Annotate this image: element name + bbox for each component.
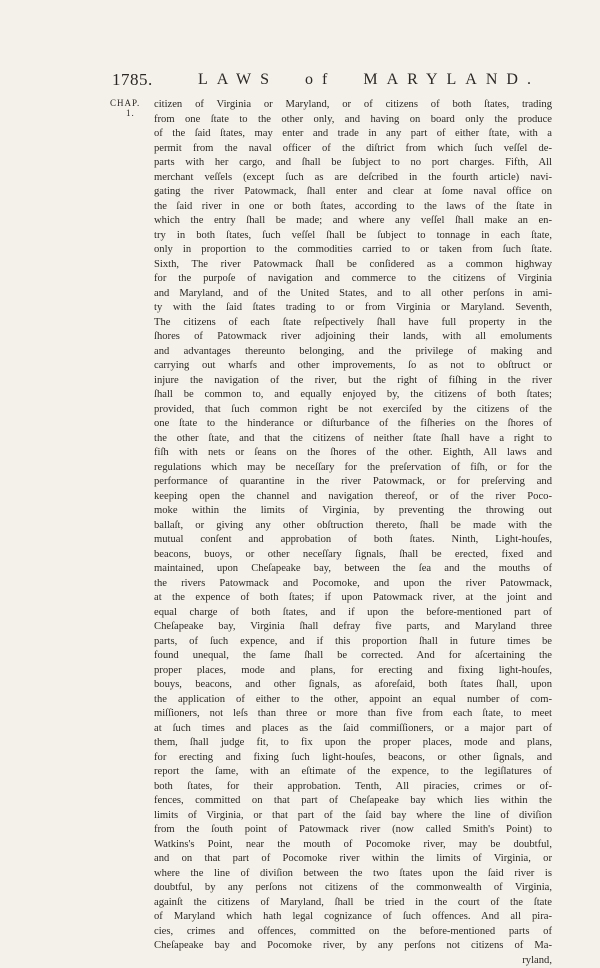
text-line: at ſuch times and places as the ſaid commiſſioners, or a major part of — [154, 722, 552, 737]
margin-chapter-label: CHAP. — [110, 98, 140, 108]
page-header — [112, 70, 552, 94]
text-line: Sixth, The river Patowmack ſhall be conſidered as a common highway — [154, 258, 552, 273]
text-line: fiſh with nets or ſeans on the ſhores of the other. Eighth, All laws and — [154, 446, 552, 461]
text-line: both ſtates, for their approbation. Tenth, All piracies, crimes or of- — [154, 780, 552, 795]
text-line: merchant veſſels (except ſuch as are deſcribed in the fourth article) navi- — [154, 171, 552, 186]
text-line: fences, committed on that part of Cheſapeake bay which lies within the — [154, 794, 552, 809]
text-line: miſſioners, not leſs than three or more than five from each ſtate, to meet — [154, 707, 552, 722]
text-line: the ſaid river in one or both ſtates, according to the laws of the ſtate in — [154, 200, 552, 215]
text-line: for the purpoſe of navigation and commerce to the citizens of Virginia — [154, 272, 552, 287]
text-line: from the ſouth point of Patowmack river (now called Smith's Point) to — [154, 823, 552, 838]
text-line: where the line of diviſion between the two ſtates upon the ſaid river is — [154, 867, 552, 882]
text-line: The citizens of each ſtate reſpectively ſhall have full property in the — [154, 316, 552, 331]
text-line: Cheſapeake bay and Pocomoke river, by any perſons not citizens of Ma- — [154, 939, 552, 954]
text-line: beacons, buoys, or other neceſſary ſignals, ſhall be erected, fixed and — [154, 548, 552, 563]
text-line: report the ſame, with an eſtimate of the expence, to the legiſlatures of — [154, 765, 552, 780]
text-line: provided, that ſuch common right be not exerciſed by the citizens of the — [154, 403, 552, 418]
margin-chapter-number: 1. — [110, 108, 140, 118]
text-line: from one ſtate to the other only, and having on board only the produce — [154, 113, 552, 128]
text-line: for erecting and fixing ſuch light-houſes, beacons, or other ſignals, and — [154, 751, 552, 766]
text-line: carrying out wharfs and other improvements, ſo as not to obſtruct or — [154, 359, 552, 374]
text-line: the rivers Patowmack and Pocomoke, and upon the river Patowmack, — [154, 577, 552, 592]
text-line: moke within the limits of Virginia, by preventing the throwing out — [154, 504, 552, 519]
text-line: found unequal, the ſame ſhall be corrected. And for aſcertaining the — [154, 649, 552, 664]
text-line: ty with the ſaid ſtates trading to or from Virginia or Maryland. Seventh, — [154, 301, 552, 316]
body-text — [154, 98, 552, 968]
text-line: proper places, mode and plans, for erecting and fixing light-houſes, — [154, 664, 552, 679]
text-line: ryland, — [154, 954, 552, 968]
text-line: gating the river Patowmack, ſhall enter and clear at ſome naval office on — [154, 185, 552, 200]
text-line: ballaſt, or giving any other obſtruction thereto, ſhall be made with the — [154, 519, 552, 534]
text-line: Watkins's Point, near the mouth of Pocomoke river, may be doubtful, — [154, 838, 552, 853]
page-year: 1785. — [112, 70, 153, 90]
text-line: parts, of ſuch expence, and if this proportion ſhall in future times be — [154, 635, 552, 650]
text-line: them, ſhall judge fit, to fix upon the proper places, mode and plans, — [154, 736, 552, 751]
text-line: mutual conſent and approbation of both ſtates. Ninth, Light-houſes, — [154, 533, 552, 548]
text-line: Cheſapeake bay, Virginia ſhall defray five parts, and Maryland three — [154, 620, 552, 635]
text-line: limits of Virginia, or that part of the ſaid bay where the line of diviſion — [154, 809, 552, 824]
text-line: the other ſtate, and that the citizens of neither ſtate ſhall have a right to — [154, 432, 552, 447]
text-line: parts with her cargo, and ſhall be ſubject to no port charges. Fifth, All — [154, 156, 552, 171]
text-line: permit from the naval officer of the diſtrict from which ſuch veſſel de- — [154, 142, 552, 157]
text-line: and on that part of Pocomoke river within the limits of Virginia, or — [154, 852, 552, 867]
text-line: and advantages thereunto belonging, and the privilege of making and — [154, 345, 552, 360]
text-line: of Maryland which hath legal cognizance of ſuch offences. And all pira- — [154, 910, 552, 925]
text-line: of the ſaid ſtates, may enter and trade in any part of either ſtate, with a — [154, 127, 552, 142]
text-line: equal charge of both ſtates, and if upon the before-mentioned part of — [154, 606, 552, 621]
text-line: one ſtate to the hinderance or diſturbance of the fiſheries on the ſhores of — [154, 417, 552, 432]
text-line: and Maryland, and of the United States, and to all other perſons in ami- — [154, 287, 552, 302]
text-line: which the entry ſhall be made; and where any veſſel ſhall make an en- — [154, 214, 552, 229]
text-line: bouys, beacons, and other ſignals, as aforeſaid, both ſtates ſhall, upon — [154, 678, 552, 693]
text-line: the application of either to the other, appoint an equal number of com- — [154, 693, 552, 708]
text-line: at the expence of both ſtates; if upon Patowmack river, at the joint and — [154, 591, 552, 606]
text-line: keeping open the channel and navigation thereof, or of the river Poco- — [154, 490, 552, 505]
text-line: regulations which may be neceſſary for the preſervation of fiſh, or for the — [154, 461, 552, 476]
text-line: citizen of Virginia or Maryland, or of citizens of both ſtates, trading — [154, 98, 552, 113]
text-line: performance of quarantine in the river Patowmack, or for preſerving and — [154, 475, 552, 490]
text-line: againſt the citizens of Maryland, ſhall be tried in the court of the ſtate — [154, 896, 552, 911]
margin-chapter-note — [110, 98, 140, 118]
text-line: ſhores of Patowmack river adjoining their lands, with all emoluments — [154, 330, 552, 345]
running-title: LAWS of MARYLAND. — [198, 71, 540, 89]
text-line: only in proportion to the commodities carried to or taken from ſuch ſtate. — [154, 243, 552, 258]
text-line: maintained, upon Cheſapeake bay, between the ſea and the mouths of — [154, 562, 552, 577]
text-line: doubtful, by any perſons not citizens of the commonwealth of Virginia, — [154, 881, 552, 896]
text-line: ſhall be common to, and equally enjoyed by, the citizens of both ſtates; — [154, 388, 552, 403]
text-line: cies, crimes and offences, committed on the before-mentioned parts of — [154, 925, 552, 940]
text-line: try in both ſtates, ſuch veſſel ſhall be ſubject to tonnage in each ſtate, — [154, 229, 552, 244]
text-line: injure the navigation of the river, but the right of fiſhing in the river — [154, 374, 552, 389]
